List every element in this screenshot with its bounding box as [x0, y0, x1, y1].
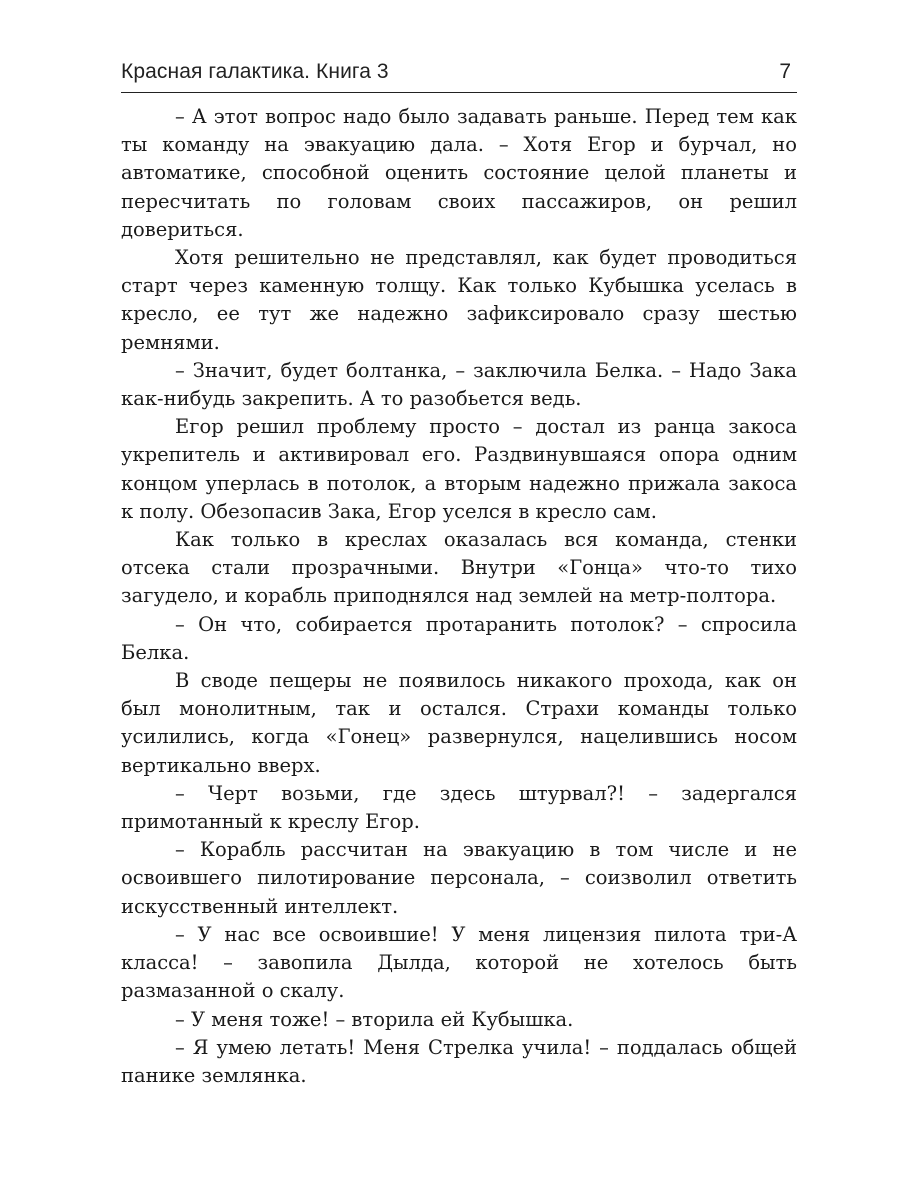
book-page: [121, 60, 797, 1160]
paragraph: – Я умею летать! Меня Стрелка учила! – поддалась общей панике землянка.: [121, 1035, 797, 1087]
paragraph: – Значит, будет болтанка, – заключила Белка. – Надо Зака как-нибудь закрепить. А то разобьется ведь.: [121, 358, 797, 411]
body-text: [121, 103, 797, 1090]
paragraph: – Корабль рассчитан на эвакуацию в том числе и не освоившего пилотирование персонала, – соизволил ответить искусственный интеллект.: [121, 838, 797, 918]
running-header: [121, 60, 797, 93]
paragraph: Как только в креслах оказалась вся команда, стенки отсека стали прозрачными. Внутри «Гонца» что-то тихо загудело, и корабль приподнялся над землей на метр-полтора.: [121, 528, 797, 608]
paragraph: В своде пещеры не появилось никакого прохода, как он был монолитным, так и остался. Страхи команды только усилились, когда «Гонец» развернулся, нацелившись носом вертикально вверх.: [121, 669, 797, 777]
paragraph: – У нас все освоившие! У меня лицензия пилота три-А класса! – завопила Дылда, которой не хотелось быть размазанной о скалу.: [121, 922, 797, 1003]
paragraph: – У меня тоже! – вторила ей Кубышка.: [175, 1007, 574, 1031]
page-number: 7: [779, 60, 791, 83]
paragraph: – Он что, собирается протаранить потолок? – спросила Белка.: [121, 612, 797, 664]
paragraph: – Черт возьми, где здесь штурвал?! – задергался примотанный к креслу Егор.: [121, 781, 797, 834]
paragraph: Егор решил проблему просто – достал из ранца закоса укрепитель и активировал его. Раздвинувшаяся опора одним концом уперлась в потолок, а вторым надежно прижала закоса к полу. Обезопасив Зака, Егор уселся в кресло сам.: [121, 415, 797, 523]
book-title: Красная галактика. Книга 3: [121, 60, 389, 83]
paragraph: – А этот вопрос надо было задавать раньше. Перед тем как ты команду на эвакуацию дала. – Хотя Егор и бурчал, но автоматике, способной оценить состояние целой планеты и пересчитать по головам своих пассажиров, он решил довериться.: [121, 105, 797, 241]
paragraph: Хотя решительно не представлял, как будет проводиться старт через каменную толщу. Как только Кубышка уселась в кресло, ее тут же надежно зафиксировало сразу шестью ремнями.: [121, 246, 797, 354]
